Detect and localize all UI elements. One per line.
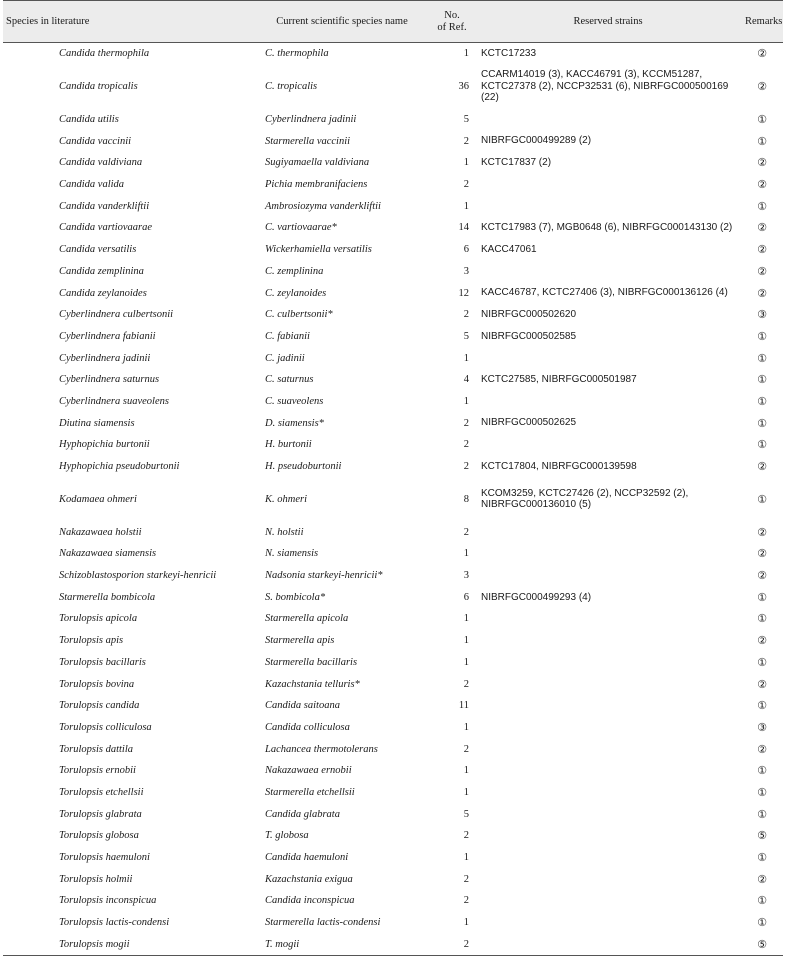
no-of-ref-cell: 1	[463, 786, 469, 798]
species-in-literature-cell: Candida zeylanoides	[59, 287, 147, 299]
remarks-cell: ②	[757, 156, 767, 170]
species-in-literature-cell: Torulopsis holmii	[59, 873, 133, 885]
species-in-literature-cell: Cyberlindnera jadinii	[59, 352, 151, 364]
current-name-cell: Starmerella etchellsii	[265, 786, 355, 798]
header-no-line1: No.	[444, 9, 460, 21]
species-in-literature-cell: Candida vaccinii	[59, 135, 132, 147]
current-name-cell: Kazachstania exigua	[265, 873, 353, 885]
no-of-ref-cell: 2	[463, 439, 469, 451]
reserved-strains-cell	[475, 847, 741, 869]
species-in-literature-cell: Hyphopichia pseudoburtonii	[59, 461, 180, 473]
species-in-literature-cell: Nakazawaea holstii	[59, 526, 142, 538]
current-name-cell: C. saturnus	[265, 374, 314, 386]
remarks-cell: ①	[757, 113, 767, 127]
table-row	[3, 130, 783, 152]
no-of-ref-cell: 6	[463, 244, 469, 256]
no-of-ref-cell: 5	[463, 330, 469, 342]
remarks-cell: ②	[757, 634, 767, 648]
remarks-cell: ①	[757, 590, 767, 604]
no-of-ref-cell: 36	[458, 81, 469, 93]
current-name-cell: N. holstii	[265, 526, 304, 538]
remarks-cell: ①	[757, 329, 767, 343]
current-name-cell: Candida saitoana	[265, 700, 340, 712]
reserved-strains-cell	[475, 738, 741, 760]
no-of-ref-cell: 6	[463, 591, 469, 603]
no-of-ref-cell: 3	[463, 570, 469, 582]
reserved-strains-cell: NIBRFGC000502625	[481, 417, 577, 429]
remarks-cell: ③	[757, 308, 767, 322]
species-in-literature-cell: Candida zemplinina	[59, 265, 144, 277]
table-row	[3, 521, 783, 543]
current-name-cell: K. ohmeri	[265, 493, 307, 505]
no-of-ref-cell: 2	[463, 135, 469, 147]
species-in-literature-cell: Torulopsis colliculosa	[59, 721, 152, 733]
species-in-literature-cell: Candida vanderkliftii	[59, 200, 150, 212]
reserved-strains-cell	[475, 347, 741, 369]
remarks-cell: ①	[757, 394, 767, 408]
species-in-literature-cell: Cyberlindnera suaveolens	[59, 395, 169, 407]
remarks-cell: ②	[757, 178, 767, 192]
current-name-cell: H. burtonii	[265, 439, 312, 451]
no-of-ref-cell: 2	[463, 309, 469, 321]
reserved-strains-cell: KACC46787, KCTC27406 (3), NIBRFGC000136126 (4)	[481, 287, 728, 299]
reserved-strains-cell: KCTC27585, NIBRFGC000501987	[481, 374, 637, 386]
table-row	[3, 239, 783, 261]
reserved-strains-cell	[475, 608, 741, 630]
current-name-cell: Wickerhamiella versatilis	[265, 244, 372, 256]
current-name-cell: Lachancea thermotolerans	[265, 743, 378, 755]
current-name-cell: Starmerella vaccinii	[265, 135, 351, 147]
remarks-cell: ②	[757, 742, 767, 756]
reserved-strains-cell: KCTC17837 (2)	[481, 157, 552, 169]
remarks-cell: ②	[757, 525, 767, 539]
species-in-literature-cell: Torulopsis haemuloni	[59, 852, 150, 864]
remarks-cell: ①	[757, 851, 767, 865]
table-row	[3, 369, 783, 391]
species-in-literature-cell: Candida vartiovaarae	[59, 222, 153, 234]
table-row	[3, 282, 783, 304]
species-in-literature-cell: Candida versatilis	[59, 244, 137, 256]
no-of-ref-cell: 1	[463, 157, 469, 169]
no-of-ref-cell: 1	[463, 548, 469, 560]
remarks-cell: ②	[757, 80, 767, 94]
species-in-literature-cell: Candida tropicalis	[59, 81, 138, 93]
reserved-strains-cell	[475, 868, 741, 890]
no-of-ref-cell: 8	[463, 493, 469, 505]
table-row	[3, 412, 783, 434]
reserved-strains-cell	[475, 174, 741, 196]
species-in-literature-cell: Torulopsis etchellsii	[59, 786, 144, 798]
table-row	[3, 174, 783, 196]
table-row	[3, 825, 783, 847]
table-row	[3, 695, 783, 717]
no-of-ref-cell: 2	[463, 895, 469, 907]
species-in-literature-cell: Hyphopichia burtonii	[59, 439, 150, 451]
current-name-cell: Candida haemuloni	[265, 852, 349, 864]
species-in-literature-cell: Cyberlindnera fabianii	[59, 330, 156, 342]
current-name-cell: C. vartiovaarae*	[265, 222, 337, 234]
table-header	[3, 1, 783, 43]
table-row	[3, 261, 783, 283]
remarks-cell: ①	[757, 351, 767, 365]
table-row	[3, 543, 783, 565]
remarks-cell: ①	[757, 655, 767, 669]
reserved-strains-cell	[475, 109, 741, 131]
table-row	[3, 152, 783, 174]
current-name-cell: Candida colliculosa	[265, 721, 350, 733]
no-of-ref-cell: 12	[458, 287, 469, 299]
table-row	[3, 738, 783, 760]
table-row	[3, 65, 783, 109]
remarks-cell: ②	[757, 872, 767, 886]
current-name-cell: C. zeylanoides	[265, 287, 327, 299]
table-row	[3, 217, 783, 239]
header-remarks: Remarks	[741, 1, 783, 43]
reserved-strains-cell	[475, 391, 741, 413]
remarks-cell: ②	[757, 460, 767, 474]
remarks-cell: ①	[757, 612, 767, 626]
species-in-literature-cell: Torulopsis bovina	[59, 678, 135, 690]
remarks-cell: ①	[757, 134, 767, 148]
reserved-strains-cell: CCARM14019 (3), KACC46791 (3), KCCM51287, KCTC27378 (2), NCCP32531 (6), NIBRFGC000500169 (22)	[481, 69, 729, 104]
reserved-strains-cell	[475, 434, 741, 456]
remarks-cell: ①	[757, 492, 767, 506]
reserved-strains-cell	[475, 673, 741, 695]
species-in-literature-cell: Candida thermophila	[59, 48, 150, 60]
species-in-literature-cell: Torulopsis apis	[59, 635, 124, 647]
table-row	[3, 717, 783, 739]
remarks-cell: ⑤	[741, 933, 783, 955]
no-of-ref-cell: 14	[458, 222, 469, 234]
species-in-literature-cell: Torulopsis ernobii	[59, 765, 136, 777]
current-name-cell: Candida inconspicua	[265, 895, 355, 907]
table-row	[3, 760, 783, 782]
no-of-ref-cell: 2	[463, 678, 469, 690]
species-in-literature-cell: Starmerella bombicola	[59, 591, 156, 603]
remarks-cell: ①	[757, 807, 767, 821]
table-row	[3, 586, 783, 608]
no-of-ref-cell: 1	[463, 917, 469, 929]
table-row	[3, 912, 783, 934]
reserved-strains-cell	[475, 890, 741, 912]
current-name-cell: Pichia membranifaciens	[265, 179, 368, 191]
table-row	[3, 630, 783, 652]
no-of-ref-cell: 2	[463, 417, 469, 429]
species-in-literature-cell: Candida utilis	[59, 114, 119, 126]
reserved-strains-cell	[475, 782, 741, 804]
current-name-cell: S. bombicola*	[265, 591, 326, 603]
reserved-strains-cell	[475, 543, 741, 565]
no-of-ref-cell: 1	[463, 200, 469, 212]
reserved-strains-cell	[475, 195, 741, 217]
table-row	[3, 456, 783, 478]
no-of-ref-cell: 5	[463, 808, 469, 820]
reserved-strains-cell	[475, 933, 741, 955]
remarks-cell: ①	[757, 199, 767, 213]
table-row	[3, 782, 783, 804]
species-in-literature-cell: Candida valdiviana	[59, 157, 143, 169]
no-of-ref-cell: 2	[463, 179, 469, 191]
remarks-cell: ①	[757, 916, 767, 930]
no-of-ref-cell: 1	[463, 48, 469, 60]
current-name-cell: C. zemplinina	[265, 265, 324, 277]
species-in-literature-cell: Torulopsis globosa	[59, 830, 139, 842]
no-of-ref-cell: 1	[463, 613, 469, 625]
no-of-ref-cell: 2	[463, 830, 469, 842]
table-row	[3, 304, 783, 326]
species-in-literature-cell: Cyberlindnera saturnus	[59, 374, 160, 386]
species-in-literature-cell: Kodamaea ohmeri	[59, 493, 137, 505]
current-name-cell: T. mogii	[255, 933, 429, 955]
species-in-literature-cell: Torulopsis dattila	[59, 743, 134, 755]
species-in-literature-cell: Torulopsis inconspicua	[59, 895, 157, 907]
current-name-cell: Nadsonia starkeyi-henricii*	[265, 570, 383, 582]
no-of-ref-cell: 2	[429, 933, 475, 955]
species-in-literature-cell: Torulopsis bacillaris	[59, 656, 146, 668]
remarks-cell: ②	[757, 677, 767, 691]
current-name-cell: Nakazawaea ernobii	[265, 765, 352, 777]
reserved-strains-cell	[475, 565, 741, 587]
table-row	[3, 652, 783, 674]
no-of-ref-cell: 1	[463, 765, 469, 777]
header-no-of-ref	[429, 1, 475, 43]
remarks-cell: ①	[757, 894, 767, 908]
species-in-literature-cell: Torulopsis candida	[59, 700, 140, 712]
reserved-strains-cell	[475, 912, 741, 934]
reserved-strains-cell	[475, 695, 741, 717]
current-name-cell: D. siamensis*	[265, 417, 324, 429]
remarks-cell: ③	[757, 720, 767, 734]
reserved-strains-cell: NIBRFGC000499293 (4)	[481, 591, 592, 603]
reserved-strains-cell: KCTC17983 (7), MGB0648 (6), NIBRFGC000143130 (2)	[481, 222, 733, 234]
table-row	[3, 43, 783, 65]
no-of-ref-cell: 2	[463, 743, 469, 755]
reserved-strains-cell: NIBRFGC000502585	[481, 330, 577, 342]
reserved-strains-cell	[475, 803, 741, 825]
reserved-strains-cell	[475, 521, 741, 543]
no-of-ref-cell: 1	[463, 635, 469, 647]
no-of-ref-cell: 5	[463, 114, 469, 126]
table-row	[3, 347, 783, 369]
species-in-literature-cell: Cyberlindnera culbertsonii	[59, 309, 174, 321]
species-in-literature-cell: Nakazawaea siamensis	[59, 548, 157, 560]
current-name-cell: Sugiyamaella valdiviana	[265, 157, 370, 169]
current-name-cell: Ambrosiozyma vanderkliftii	[265, 200, 381, 212]
reserved-strains-cell: NIBRFGC000502620	[481, 308, 577, 320]
species-table	[3, 0, 783, 956]
table-row	[3, 803, 783, 825]
remarks-cell: ②	[757, 264, 767, 278]
remarks-cell: ①	[757, 438, 767, 452]
remarks-cell: ①	[757, 373, 767, 387]
current-name-cell: C. culbertsonii*	[265, 309, 333, 321]
current-name-cell: Cyberlindnera jadinii	[265, 114, 357, 126]
table-row	[3, 847, 783, 869]
no-of-ref-cell: 11	[458, 700, 469, 712]
remarks-cell: ②	[757, 47, 767, 61]
table-row	[3, 608, 783, 630]
reserved-strains-cell	[475, 652, 741, 674]
no-of-ref-cell: 2	[463, 461, 469, 473]
species-in-literature-cell: Candida valida	[59, 179, 125, 191]
current-name-cell: Starmerella apicola	[265, 613, 349, 625]
reserved-strains-cell: KCTC17804, NIBRFGC000139598	[481, 460, 637, 472]
current-name-cell: C. fabianii	[265, 330, 310, 342]
species-in-literature-cell: Schizoblastosporion starkeyi-henricii	[59, 570, 217, 582]
table-row	[3, 477, 783, 521]
remarks-cell: ②	[757, 286, 767, 300]
species-in-literature-cell: Torulopsis mogii	[3, 933, 255, 955]
current-name-cell: C. thermophila	[265, 48, 329, 60]
no-of-ref-cell: 1	[463, 395, 469, 407]
current-name-cell: Kazachstania telluris*	[265, 678, 360, 690]
reserved-strains-cell	[475, 760, 741, 782]
header-no-line2: of Ref.	[437, 21, 467, 33]
reserved-strains-cell	[475, 717, 741, 739]
current-name-cell: Starmerella lactis-condensi	[265, 917, 381, 929]
remarks-cell: ①	[757, 416, 767, 430]
current-name-cell: Starmerella apis	[265, 635, 335, 647]
table-row	[3, 565, 783, 587]
current-name-cell: C. jadinii	[265, 352, 305, 364]
remarks-cell: ②	[757, 569, 767, 583]
current-name-cell: T. globosa	[265, 830, 309, 842]
no-of-ref-cell: 4	[463, 374, 469, 386]
current-name-cell: Starmerella bacillaris	[265, 656, 358, 668]
header-row	[3, 1, 783, 43]
species-in-literature-cell: Torulopsis apicola	[59, 613, 138, 625]
reserved-strains-cell: KCTC17233	[481, 48, 537, 60]
reserved-strains-cell: KACC47061	[481, 243, 537, 255]
no-of-ref-cell: 3	[463, 265, 469, 277]
current-name-cell: Candida glabrata	[265, 808, 340, 820]
reserved-strains-cell: KCOM3259, KCTC27426 (2), NCCP32592 (2), NIBRFGC000136010 (5)	[481, 487, 689, 511]
reserved-strains-cell	[475, 261, 741, 283]
no-of-ref-cell: 1	[463, 656, 469, 668]
current-name-cell: C. tropicalis	[265, 81, 318, 93]
no-of-ref-cell: 2	[463, 526, 469, 538]
header-species-in-literature: Species in literature	[3, 1, 255, 43]
remarks-cell: ②	[757, 547, 767, 561]
table-row	[3, 933, 783, 955]
no-of-ref-cell: 1	[463, 352, 469, 364]
no-of-ref-cell: 1	[463, 721, 469, 733]
remarks-cell: ①	[757, 785, 767, 799]
remarks-cell: ②	[757, 221, 767, 235]
remarks-cell: ⑤	[757, 829, 767, 843]
remarks-cell: ②	[757, 243, 767, 257]
table-row	[3, 673, 783, 695]
no-of-ref-cell: 1	[463, 852, 469, 864]
header-current-name: Current scientific species name	[255, 1, 429, 43]
reserved-strains-cell: NIBRFGC000499289 (2)	[481, 135, 592, 147]
current-name-cell: C. suaveolens	[265, 395, 324, 407]
no-of-ref-cell: 2	[463, 873, 469, 885]
table-row	[3, 326, 783, 348]
reserved-strains-cell	[475, 630, 741, 652]
table-row	[3, 890, 783, 912]
reserved-strains-cell	[475, 825, 741, 847]
table-row	[3, 868, 783, 890]
table-row	[3, 434, 783, 456]
table-row	[3, 195, 783, 217]
header-reserved-strains: Reserved strains	[475, 1, 741, 43]
current-name-cell: N. siamensis	[265, 548, 319, 560]
table-row	[3, 109, 783, 131]
table-row	[3, 391, 783, 413]
species-in-literature-cell: Diutina siamensis	[59, 417, 135, 429]
current-name-cell: H. pseudoburtonii	[265, 461, 342, 473]
species-in-literature-cell: Torulopsis lactis-condensi	[59, 917, 170, 929]
species-in-literature-cell: Torulopsis glabrata	[59, 808, 142, 820]
remarks-cell: ①	[757, 699, 767, 713]
table-body	[3, 43, 783, 956]
remarks-cell: ①	[757, 764, 767, 778]
